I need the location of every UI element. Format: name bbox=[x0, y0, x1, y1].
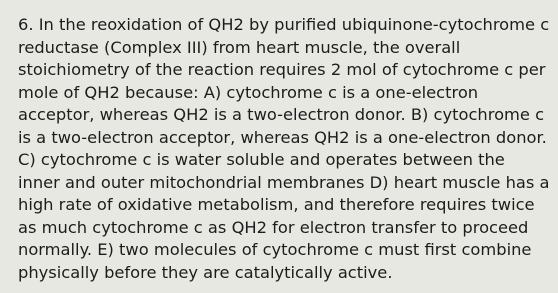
question-block bbox=[18, 14, 550, 284]
question-text: 6. In the reoxidation of QH2 by purified ubiquinone-cytochrome c reductase (Complex III) from heart muscle, the overall stoichiometry of the reaction requires 2 mol of cytochrome c per mole of QH2 because: A) cytochrome c is a one-electron acceptor, whereas QH2 is a two-electron donor. B) cytochrome c is a two-electron acceptor, whereas QH2 is a one-electron donor. C) cytochrome c is water soluble and operates between the inner and outer mitochondrial membranes D) heart muscle has a high rate of oxidative metabolism, and therefore requires twice as much cytochrome c as QH2 for electron transfer to proceed normally. E) two molecules of cytochrome c must first combine physically before they are catalytically active. bbox=[18, 15, 550, 282]
